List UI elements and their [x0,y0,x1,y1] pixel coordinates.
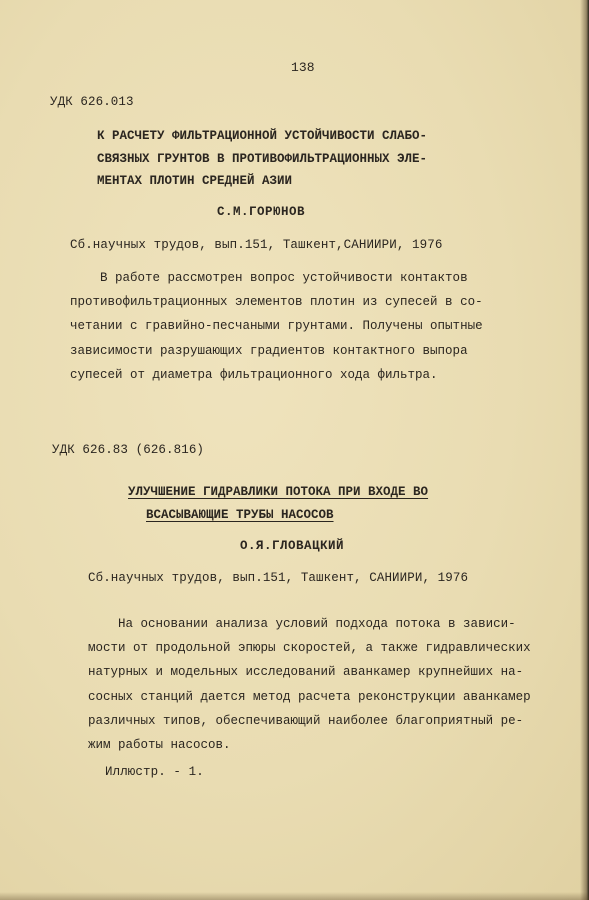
udk-code-2: УДК 626.83 (626.816) [52,443,205,457]
title-line: К РАСЧЕТУ ФИЛЬТРАЦИОННОЙ УСТОЙЧИВОСТИ СЛАБО- [97,129,428,143]
abstract-line: различных типов, обеспечивающий наиболее благоприятный ре- [88,713,524,728]
article-title-2 [128,481,428,526]
author-2: О.Я.ГЛОВАЦКИЙ [240,539,345,553]
author-1: С.М.ГОРЮНОВ [217,205,306,219]
abstract-2 [88,612,531,757]
illustration-note: Иллюстр. - 1. [105,765,204,779]
abstract-1 [70,266,483,387]
page-bottom-shadow [0,892,589,900]
page-edge-shadow [580,0,589,900]
title-line: СВЯЗНЫХ ГРУНТОВ В ПРОТИВОФИЛЬТРАЦИОННЫХ ЭЛЕ- [97,151,428,166]
article-title-1 [97,125,427,193]
abstract-line: супесей от диаметра фильтрационного хода фильтра. [70,367,438,382]
source-1: Сб.научных трудов, вып.151, Ташкент,САНИИРИ, 1976 [70,238,443,252]
abstract-line: противофильтрационных элементов плотин из супесей в со- [70,295,483,310]
abstract-line: На основании анализа условий подхода потока в зависи- [88,617,516,631]
title-line: МЕНТАХ ПЛОТИН СРЕДНЕЙ АЗИИ [97,174,293,188]
title-line: УЛУЧШЕНИЕ ГИДРАВЛИКИ ПОТОКА ПРИ ВХОДЕ ВО [128,485,429,499]
udk-code-1: УДК 626.013 [50,95,134,109]
abstract-line: четании с гравийно-песчаными грунтами. Получены опытные [70,319,483,334]
abstract-line: зависимости разрушающих градиентов контактного выпора [70,343,468,358]
source-2: Сб.научных трудов, вып.151, Ташкент, САНИИРИ, 1976 [88,571,469,585]
abstract-line: мости от продольной эпюры скоростей, а также гидравлических [88,641,531,656]
abstract-line: натурных и модельных исследований аванкамер крупнейших на- [88,665,524,680]
title-line: ВСАСЫВАЮЩИЕ ТРУБЫ НАСОСОВ [146,507,334,522]
abstract-line: жим работы насосов. [88,738,231,753]
abstract-line: В работе рассмотрен вопрос устойчивости контактов [70,271,468,285]
page-number: 138 [291,60,315,75]
abstract-line: сосных станций дается метод расчета реконструкции аванкамер [88,689,531,704]
